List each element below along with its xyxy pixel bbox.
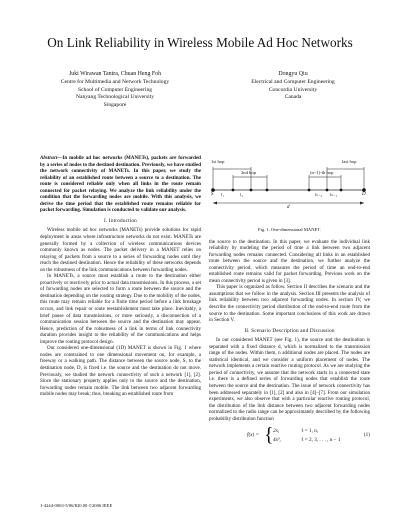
equation-brace: {: [264, 424, 274, 447]
author-affiliation-line: Electrical and Computer Engineering: [251, 79, 335, 86]
author-affiliation-line: Centre for Multimedia and Network Technology: [60, 79, 170, 86]
distance-label: d: [287, 205, 290, 210]
equation-condition-2: ℓ = 2, 3, . . . , n − 1: [301, 437, 341, 444]
author-affiliation-line: Canada: [284, 94, 302, 101]
author-block-2: [218, 71, 368, 102]
relay-node: [250, 189, 253, 192]
intro-paragraph-1: Wireless mobile ad hoc networks (MANETs) provide solutions for rapid deployment in areas where infrastructure networks do not exist. MANETs are generally formed by a collection of wireless communications devices commonly known as nodes. The packet delivery in a MANET relies on relaying of packets from a source to a series of forwarding nodes until they reach the destined destination. Hence the reliability of these networks depends on the robustness of the link communications between forwarding nodes.: [40, 227, 201, 273]
equation-case-1: 2x,: [273, 428, 280, 435]
section-heading-scenario: II. Scenario Description and Discussion: [244, 327, 335, 334]
relay-node: [232, 189, 235, 192]
link-ln2-label: lₙ₋₂: [315, 192, 323, 197]
relay-node: [326, 189, 329, 192]
relay-node: [266, 189, 269, 192]
figure-1: [209, 155, 370, 225]
right-column: [209, 155, 370, 449]
link-l2-label: l₂: [240, 192, 243, 197]
equation-number: (1): [363, 432, 370, 439]
first-hop-label: 1st hop: [211, 159, 225, 164]
author-affiliation-line: Concordia University: [268, 86, 318, 93]
relay-node: [308, 189, 311, 192]
author-name: Dongyu Qiu: [278, 71, 308, 77]
nm1-hop-label: (n−1)-th hop: [310, 170, 334, 175]
author-affiliation-line: School of Computer Engineering: [77, 86, 153, 93]
intro-paragraph-2: In MANETs, a source must establish a route to the destination either proactively or reactively prior to actual data transmissions. In this process, a set of forwarding nodes are selected to form a route between the source and the destination depending on the routing strategy. Due to the mobility of the nodes, this route may remain reliable for a finite time period before a link breakage occurs, and link repair or route reestablishment must take place. Inevitably, a brief pause of data transmissions, or more seriously, a disconnection of a communication session between the source and the destination may appear. Hence, prediction of the robustness of a link in terms of link connectivity duration provides insight to the reliability of the communications and helps improve the routing protocol design.: [40, 273, 201, 345]
equation-lhs: f(x) =: [247, 432, 259, 439]
figure-caption: Fig. 1. One-dimensional MANET.: [258, 227, 321, 232]
equation-condition-1: ℓ = 1, n,: [301, 428, 319, 435]
relay-node: [340, 189, 343, 192]
link-l1-label: l₁: [221, 192, 224, 197]
author-affiliation-line: Nanyang Technological University: [75, 94, 155, 101]
right-paragraph-2: This paper is organized as follow. Section II describes the scenario and the assumptions that we follow in the analysis. Section III presents the analysis of link reliability between two adjacent forwarding nodes. In section IV, we describe the connectivity period distribution of the end-to-end route from the source to the destination. Some important conclusions of this work are drawn in Section V.: [209, 284, 370, 324]
paper-title: On Link Reliability in Wireless Mobile Ad Hoc Networks: [47, 35, 353, 50]
intro-paragraph-3: Our considered one-dimensional (1D) MANET is shown in Fig. 1 where nodes are constrained to one dimensional movement on, for example, a freeway or a walking path. The distance between the source node, S, to the destination node, D, is fixed i.e. the source and the destination do not move. Previously, we studied the network connectivity of such a network [1], [2]. Since the stationary property applies only to the source and the destination, forwarding nodes remain mobile. The link between two adjacent forwarding mobile nodes may break; thus, breaking an established route from: [40, 345, 201, 398]
destination-label: D: [362, 192, 366, 197]
equation-case-2: 4x³,: [273, 437, 281, 444]
equation-1: [209, 425, 370, 447]
left-column: [40, 155, 201, 398]
author-section: [0, 71, 400, 133]
section-heading-introduction: I. Introduction: [104, 217, 137, 224]
abstract: [40, 155, 201, 214]
abstract-lead: Abstract: [40, 155, 58, 161]
second-hop-label: 2nd hop: [241, 170, 256, 175]
author-block-1: [40, 71, 190, 109]
source-label: S: [211, 192, 214, 197]
author-affiliation-line: Singapore: [103, 101, 127, 108]
link-ln1-label: lₙ₋₁: [330, 192, 338, 197]
right-paragraph-1: the source to the destination. In this paper, we evaluate the individual link reliability by modeling the period of time a link between two adjacent forwarding nodes remains connected. Considering all links in an established route between the source and the destination, we further analyze the connectivity period, which measures the period of time an end-to-end established route remains valid for packet forwarding. Previous work on the mean connectivity period is given in [3].: [209, 238, 370, 284]
model-paragraph-1: In our considered MANET (see Fig. 1), the source and the destination is separated with a fixed distance d, which is normalized to the transmission range of the nodes. Within them, n additional nodes are placed. The nodes are statistical identical, and we consider a uniform placement of nodes. The network implements a certain reactive routing protocol. As we are studying the period of connectivity, we assume that the network starts in a connected state i.e. there is a defined series of forwarding nodes that establish the route between the source and the destination. The issue of network connectivity has been addressed separately in [1], [2] and also in [4]–[7]. From our simulation experiments, we also observe that with a particular reactive routing protocol, the distribution of the link distance between two adjacent forwarding nodes normalized to the radio range can be approximately described by the following probability distribution function: [209, 337, 370, 422]
abstract-text: —In mobile ad hoc networks (MANETs), packets are forwarded by a series of nodes to the destined destination. Previously, we have studied the network connectivity of MANETs. In this paper, we study the reliability of an established route between a source to a destination. The route is considered reliable only when all links in the route remain connected for packet relaying. We analyze the link reliability under the condition that the forwarding nodes are mobile. With this analysis, we derive the time period that the established route remains reliable for packet forwarding. Simulation is conducted to validate our analysis.: [40, 155, 201, 214]
last-hop-label: last hop: [342, 159, 357, 164]
author-name: Juki Wirawan Tantra, Chuan Heng Foh: [68, 71, 162, 77]
copyright-footer: 1-4244-0063-5/06/$20.00 ©2006 IEEE: [40, 503, 113, 508]
